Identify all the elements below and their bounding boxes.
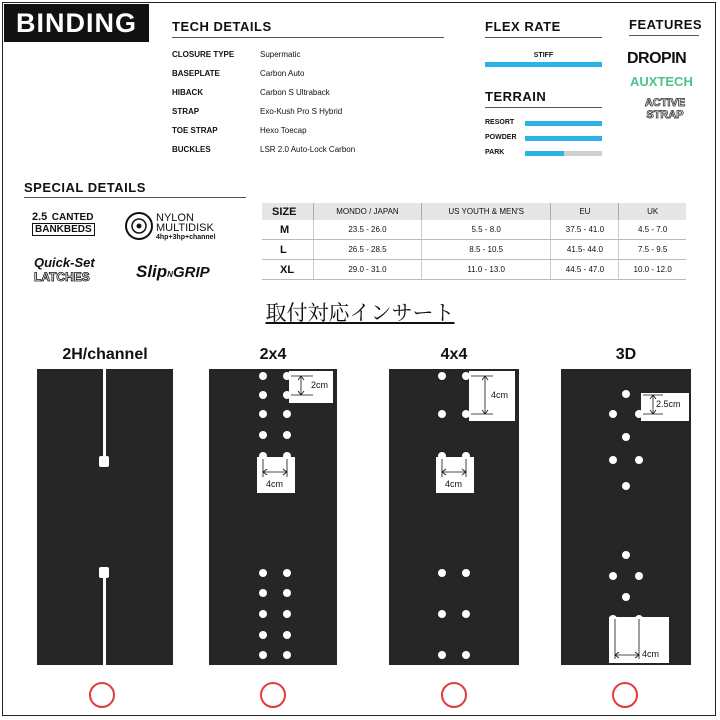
grip-text: GRIP bbox=[172, 264, 210, 281]
flex-rate-rule bbox=[485, 37, 602, 38]
tech-value-strap: Exo-Kush Pro S Hybrid bbox=[260, 107, 343, 116]
terrain-label-resort: RESORT bbox=[485, 119, 515, 126]
size-table-header bbox=[262, 203, 686, 220]
dimension-label-horizontal: 4cm bbox=[642, 649, 660, 659]
channel-slot-upper bbox=[103, 369, 106, 461]
dimension-label-horizontal: 4cm bbox=[266, 479, 284, 489]
binding-title: BINDING bbox=[4, 4, 149, 42]
insert-panel-2x4 bbox=[209, 369, 337, 665]
nylon-multidisk-logo bbox=[156, 213, 216, 243]
size-header-mondo: MONDO / JAPAN bbox=[314, 203, 422, 220]
insert-title-text: 取付対応インサート bbox=[265, 302, 455, 325]
dropin-logo: DROPIN bbox=[627, 50, 687, 67]
compatible-mark-3d bbox=[612, 682, 638, 708]
nylon-line2: MULTIDISK bbox=[156, 222, 214, 234]
tech-label-hiback: HIBACK bbox=[172, 88, 204, 97]
terrain-bar-park bbox=[525, 151, 602, 156]
insert-hole bbox=[622, 390, 630, 398]
slip-n-text: N bbox=[167, 270, 173, 279]
slip-text: Slip bbox=[136, 262, 168, 281]
size-cell: M bbox=[262, 220, 314, 240]
size-cell: 11.0 - 13.0 bbox=[421, 260, 551, 280]
terrain-rule bbox=[485, 107, 602, 108]
terrain-label-park: PARK bbox=[485, 149, 505, 156]
dimension-label-vertical: 2cm bbox=[311, 380, 329, 390]
canted-line1: CANTED bbox=[51, 212, 94, 223]
flex-rate-label: STIFF bbox=[533, 52, 554, 59]
insert-hole bbox=[259, 569, 267, 577]
insert-hole bbox=[622, 482, 630, 490]
insert-hole bbox=[622, 433, 630, 441]
insert-title-3d: 3D bbox=[615, 346, 637, 363]
channel-slot-lower bbox=[103, 573, 106, 665]
insert-hole bbox=[609, 572, 617, 580]
terrain-fill-resort bbox=[525, 121, 602, 126]
insert-hole bbox=[283, 569, 291, 577]
size-cell: 8.5 - 10.5 bbox=[421, 240, 551, 260]
insert-title-2h-channel: 2H/channel bbox=[62, 346, 148, 363]
active-strap-logo bbox=[637, 97, 693, 121]
dimension-arrow-icon bbox=[609, 617, 669, 663]
size-cell: 37.5 - 41.0 bbox=[551, 220, 619, 240]
tech-value-baseplate: Carbon Auto bbox=[260, 69, 305, 78]
insert-hole bbox=[259, 391, 267, 399]
insert-hole bbox=[622, 551, 630, 559]
compatible-mark-2x4 bbox=[260, 682, 286, 708]
insert-panel-4x4 bbox=[389, 369, 519, 665]
active-strap-line2: STRAP bbox=[646, 109, 684, 121]
size-cell: XL bbox=[262, 260, 314, 280]
table-row bbox=[262, 220, 686, 240]
auxtech-logo: AUXTECH bbox=[630, 74, 693, 89]
insert-hole bbox=[438, 610, 446, 618]
insert-hole bbox=[635, 456, 643, 464]
size-cell: 26.5 - 28.5 bbox=[314, 240, 422, 260]
quick-set-latches-logo bbox=[34, 256, 95, 284]
tech-label-buckles: BUCKLES bbox=[172, 145, 211, 154]
tech-details-rule bbox=[172, 37, 444, 38]
size-cell: 4.5 - 7.0 bbox=[619, 220, 686, 240]
insert-hole bbox=[283, 410, 291, 418]
compatible-mark-2h-channel bbox=[89, 682, 115, 708]
insert-hole bbox=[259, 610, 267, 618]
dimension-arrow-icon bbox=[436, 457, 474, 481]
terrain-title: TERRAIN bbox=[485, 89, 547, 104]
size-cell: 44.5 - 47.0 bbox=[551, 260, 619, 280]
insert-hole bbox=[462, 610, 470, 618]
insert-hole bbox=[438, 410, 446, 418]
active-strap-line1: ACTIVE bbox=[644, 97, 686, 109]
dimension-box-3d-h bbox=[609, 617, 669, 663]
quick-line2: LATCHES bbox=[34, 270, 90, 284]
insert-hole bbox=[462, 651, 470, 659]
size-header-us: US YOUTH & MEN'S bbox=[421, 203, 551, 220]
dimension-box-4x4 bbox=[469, 371, 515, 421]
insert-hole bbox=[259, 410, 267, 418]
size-table bbox=[262, 203, 686, 280]
tech-value-hiback: Carbon S Ultraback bbox=[260, 88, 330, 97]
insert-hole bbox=[438, 372, 446, 380]
insert-hole bbox=[259, 631, 267, 639]
size-cell: 10.0 - 12.0 bbox=[619, 260, 686, 280]
dimension-box-2x4 bbox=[289, 371, 333, 403]
quick-line1: Quick-Set bbox=[34, 255, 95, 270]
compatible-mark-4x4 bbox=[441, 682, 467, 708]
special-details-title: SPECIAL DETAILS bbox=[24, 180, 146, 195]
terrain-fill-park bbox=[525, 151, 564, 156]
tech-label-closure: CLOSURE TYPE bbox=[172, 50, 235, 59]
insert-hole bbox=[283, 431, 291, 439]
insert-hole bbox=[283, 651, 291, 659]
size-header-uk: UK bbox=[619, 203, 686, 220]
insert-hole bbox=[609, 456, 617, 464]
insert-title-2x4: 2x4 bbox=[259, 346, 287, 363]
dimension-box-2x4-h bbox=[257, 457, 295, 493]
tech-details-title: TECH DETAILS bbox=[172, 19, 272, 34]
dimension-label-vertical: 2.5cm bbox=[656, 399, 681, 409]
insert-section-title bbox=[0, 297, 720, 327]
dimension-arrow-icon bbox=[257, 457, 295, 481]
insert-hole bbox=[622, 593, 630, 601]
insert-panel-3d bbox=[561, 369, 691, 665]
insert-hole bbox=[259, 651, 267, 659]
special-details-rule bbox=[24, 197, 246, 198]
size-cell: 23.5 - 26.0 bbox=[314, 220, 422, 240]
tech-value-closure: Supermatic bbox=[260, 50, 301, 59]
table-row bbox=[262, 260, 686, 280]
terrain-label-powder: POWDER bbox=[485, 134, 517, 141]
dimension-label-horizontal: 4cm bbox=[445, 479, 463, 489]
nylon-line3: 4hp+3hp+channel bbox=[156, 234, 216, 241]
insert-hole bbox=[609, 410, 617, 418]
terrain-fill-powder bbox=[525, 136, 602, 141]
tech-label-toe-strap: TOE STRAP bbox=[172, 126, 218, 135]
size-cell: 5.5 - 8.0 bbox=[421, 220, 551, 240]
insert-hole bbox=[438, 569, 446, 577]
slip-n-grip-logo bbox=[136, 262, 210, 282]
terrain-bar-resort bbox=[525, 121, 602, 126]
tech-value-buckles: LSR 2.0 Auto-Lock Carbon bbox=[260, 145, 356, 154]
size-header-eu: EU bbox=[551, 203, 619, 220]
flex-rate-title: FLEX RATE bbox=[485, 19, 561, 34]
table-row bbox=[262, 240, 686, 260]
terrain-bar-powder bbox=[525, 136, 602, 141]
dimension-box-3d bbox=[641, 393, 689, 421]
size-cell: 7.5 - 9.5 bbox=[619, 240, 686, 260]
channel-slot-upper-end bbox=[99, 456, 109, 467]
canted-line2: BANKBEDS bbox=[32, 223, 95, 236]
insert-title-4x4: 4x4 bbox=[440, 346, 468, 363]
dimension-box-4x4-h bbox=[436, 457, 474, 493]
tech-label-strap: STRAP bbox=[172, 107, 200, 116]
features-rule bbox=[629, 35, 699, 36]
insert-hole bbox=[283, 589, 291, 597]
nylon-line1: NYLON bbox=[156, 212, 194, 224]
insert-hole bbox=[259, 431, 267, 439]
tech-label-baseplate: BASEPLATE bbox=[172, 69, 220, 78]
size-cell: L bbox=[262, 240, 314, 260]
insert-hole bbox=[438, 651, 446, 659]
insert-hole bbox=[283, 610, 291, 618]
dimension-label-vertical: 4cm bbox=[491, 390, 509, 400]
canted-bankbeds-logo bbox=[32, 211, 107, 235]
insert-hole bbox=[259, 589, 267, 597]
size-cell: 29.0 - 31.0 bbox=[314, 260, 422, 280]
insert-hole bbox=[635, 572, 643, 580]
size-cell: 41.5- 44.0 bbox=[551, 240, 619, 260]
multidisk-icon bbox=[124, 211, 154, 241]
size-header-size: SIZE bbox=[262, 203, 314, 220]
tech-value-toe-strap: Hexo Toecap bbox=[260, 126, 307, 135]
canted-number: 2.5 bbox=[32, 211, 48, 223]
insert-panel-2h-channel bbox=[37, 369, 173, 665]
flex-rate-bar bbox=[485, 62, 602, 67]
features-title: FEATURES bbox=[629, 17, 703, 32]
insert-hole bbox=[283, 631, 291, 639]
insert-hole bbox=[259, 372, 267, 380]
insert-hole bbox=[462, 569, 470, 577]
